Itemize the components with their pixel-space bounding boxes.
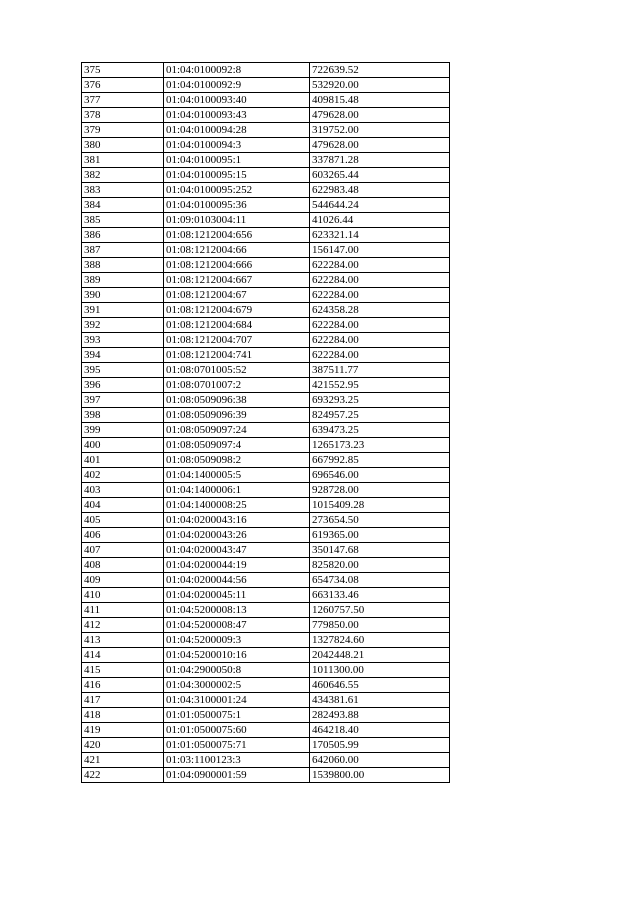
- table-row: [82, 243, 450, 258]
- cadastral-number-cell: 01:08:0509097:24: [164, 423, 310, 438]
- table-row: [82, 513, 450, 528]
- cadastral-number-cell: 01:04:0100093:40: [164, 93, 310, 108]
- table-row: [82, 168, 450, 183]
- row-number-cell: 416: [82, 678, 164, 693]
- value-cell: 825820.00: [310, 558, 450, 573]
- table-row: [82, 588, 450, 603]
- value-cell: 722639.52: [310, 63, 450, 78]
- value-cell: 1265173.23: [310, 438, 450, 453]
- row-number-cell: 401: [82, 453, 164, 468]
- value-cell: 624358.28: [310, 303, 450, 318]
- cadastral-number-cell: 01:08:0509096:38: [164, 393, 310, 408]
- row-number-cell: 409: [82, 573, 164, 588]
- row-number-cell: 411: [82, 603, 164, 618]
- cadastral-number-cell: 01:04:0100095:36: [164, 198, 310, 213]
- table-row: [82, 183, 450, 198]
- value-cell: 273654.50: [310, 513, 450, 528]
- value-cell: 337871.28: [310, 153, 450, 168]
- row-number-cell: 389: [82, 273, 164, 288]
- table-row: [82, 393, 450, 408]
- table-row: [82, 483, 450, 498]
- table-row: [82, 63, 450, 78]
- value-cell: 1015409.28: [310, 498, 450, 513]
- table-row: [82, 258, 450, 273]
- cadastral-number-cell: 01:04:0100092:8: [164, 63, 310, 78]
- table-row: [82, 708, 450, 723]
- row-number-cell: 412: [82, 618, 164, 633]
- value-cell: 350147.68: [310, 543, 450, 558]
- cadastral-number-cell: 01:04:3100001:24: [164, 693, 310, 708]
- cadastral-number-cell: 01:08:0509096:39: [164, 408, 310, 423]
- table-row: [82, 468, 450, 483]
- value-cell: 460646.55: [310, 678, 450, 693]
- row-number-cell: 385: [82, 213, 164, 228]
- row-number-cell: 380: [82, 138, 164, 153]
- cadastral-value-table: [81, 62, 450, 783]
- table-row: [82, 93, 450, 108]
- cadastral-number-cell: 01:04:0100093:43: [164, 108, 310, 123]
- cadastral-number-cell: 01:08:1212004:741: [164, 348, 310, 363]
- cadastral-number-cell: 01:04:0200044:56: [164, 573, 310, 588]
- value-cell: 156147.00: [310, 243, 450, 258]
- value-cell: 693293.25: [310, 393, 450, 408]
- table-row: [82, 438, 450, 453]
- cadastral-number-cell: 01:04:0100094:3: [164, 138, 310, 153]
- table-row: [82, 678, 450, 693]
- value-cell: 779850.00: [310, 618, 450, 633]
- table-row: [82, 228, 450, 243]
- row-number-cell: 391: [82, 303, 164, 318]
- value-cell: 619365.00: [310, 528, 450, 543]
- value-cell: 654734.08: [310, 573, 450, 588]
- cadastral-number-cell: 01:04:0100095:15: [164, 168, 310, 183]
- value-cell: 696546.00: [310, 468, 450, 483]
- row-number-cell: 404: [82, 498, 164, 513]
- cadastral-number-cell: 01:08:1212004:67: [164, 288, 310, 303]
- row-number-cell: 376: [82, 78, 164, 93]
- value-cell: 1327824.60: [310, 633, 450, 648]
- cadastral-number-cell: 01:08:1212004:656: [164, 228, 310, 243]
- cadastral-number-cell: 01:04:0200043:47: [164, 543, 310, 558]
- row-number-cell: 422: [82, 768, 164, 783]
- row-number-cell: 420: [82, 738, 164, 753]
- row-number-cell: 394: [82, 348, 164, 363]
- table-row: [82, 693, 450, 708]
- value-cell: 387511.77: [310, 363, 450, 378]
- value-cell: 479628.00: [310, 138, 450, 153]
- row-number-cell: 407: [82, 543, 164, 558]
- table-row: [82, 738, 450, 753]
- table-row: [82, 303, 450, 318]
- value-cell: 622983.48: [310, 183, 450, 198]
- cadastral-number-cell: 01:04:0900001:59: [164, 768, 310, 783]
- value-cell: 421552.95: [310, 378, 450, 393]
- row-number-cell: 410: [82, 588, 164, 603]
- cadastral-number-cell: 01:08:0509098:2: [164, 453, 310, 468]
- table-row: [82, 378, 450, 393]
- row-number-cell: 418: [82, 708, 164, 723]
- cadastral-number-cell: 01:08:1212004:667: [164, 273, 310, 288]
- cadastral-number-cell: 01:04:5200010:16: [164, 648, 310, 663]
- value-cell: 544644.24: [310, 198, 450, 213]
- table-row: [82, 723, 450, 738]
- value-cell: 434381.61: [310, 693, 450, 708]
- row-number-cell: 403: [82, 483, 164, 498]
- cadastral-number-cell: 01:04:0100095:1: [164, 153, 310, 168]
- row-number-cell: 386: [82, 228, 164, 243]
- row-number-cell: 395: [82, 363, 164, 378]
- cadastral-number-cell: 01:08:0509097:4: [164, 438, 310, 453]
- table-row: [82, 348, 450, 363]
- cadastral-number-cell: 01:04:0100095:252: [164, 183, 310, 198]
- row-number-cell: 383: [82, 183, 164, 198]
- cadastral-number-cell: 01:04:3000002:5: [164, 678, 310, 693]
- value-cell: 464218.40: [310, 723, 450, 738]
- value-cell: 409815.48: [310, 93, 450, 108]
- value-cell: 479628.00: [310, 108, 450, 123]
- table-row: [82, 768, 450, 783]
- cadastral-number-cell: 01:08:1212004:679: [164, 303, 310, 318]
- table-row: [82, 633, 450, 648]
- value-cell: 1011300.00: [310, 663, 450, 678]
- row-number-cell: 392: [82, 318, 164, 333]
- table-row: [82, 123, 450, 138]
- row-number-cell: 381: [82, 153, 164, 168]
- row-number-cell: 382: [82, 168, 164, 183]
- row-number-cell: 375: [82, 63, 164, 78]
- table-row: [82, 558, 450, 573]
- row-number-cell: 396: [82, 378, 164, 393]
- table-row: [82, 543, 450, 558]
- table-row: [82, 618, 450, 633]
- table-row: [82, 288, 450, 303]
- table-row: [82, 528, 450, 543]
- value-cell: 622284.00: [310, 258, 450, 273]
- table-row: [82, 198, 450, 213]
- row-number-cell: 388: [82, 258, 164, 273]
- cadastral-number-cell: 01:04:0100092:9: [164, 78, 310, 93]
- row-number-cell: 379: [82, 123, 164, 138]
- cadastral-number-cell: 01:08:0701005:52: [164, 363, 310, 378]
- value-cell: 667992.85: [310, 453, 450, 468]
- row-number-cell: 415: [82, 663, 164, 678]
- table-row: [82, 108, 450, 123]
- cadastral-number-cell: 01:04:1400005:5: [164, 468, 310, 483]
- table-row: [82, 663, 450, 678]
- cadastral-number-cell: 01:04:5200009:3: [164, 633, 310, 648]
- cadastral-number-cell: 01:04:0200045:11: [164, 588, 310, 603]
- value-cell: 622284.00: [310, 273, 450, 288]
- cadastral-number-cell: 01:08:1212004:66: [164, 243, 310, 258]
- table-row: [82, 78, 450, 93]
- table-row: [82, 138, 450, 153]
- table-body: [82, 63, 450, 783]
- row-number-cell: 406: [82, 528, 164, 543]
- cadastral-number-cell: 01:01:0500075:60: [164, 723, 310, 738]
- table-row: [82, 333, 450, 348]
- table-row: [82, 753, 450, 768]
- value-cell: 663133.46: [310, 588, 450, 603]
- cadastral-number-cell: 01:01:0500075:1: [164, 708, 310, 723]
- value-cell: 639473.25: [310, 423, 450, 438]
- cadastral-number-cell: 01:04:1400008:25: [164, 498, 310, 513]
- table-row: [82, 603, 450, 618]
- value-cell: 319752.00: [310, 123, 450, 138]
- row-number-cell: 387: [82, 243, 164, 258]
- row-number-cell: 402: [82, 468, 164, 483]
- value-cell: 622284.00: [310, 348, 450, 363]
- cadastral-number-cell: 01:04:1400006:1: [164, 483, 310, 498]
- cadastral-number-cell: 01:04:2900050:8: [164, 663, 310, 678]
- row-number-cell: 384: [82, 198, 164, 213]
- table-row: [82, 213, 450, 228]
- value-cell: 623321.14: [310, 228, 450, 243]
- value-cell: 41026.44: [310, 213, 450, 228]
- table-row: [82, 153, 450, 168]
- row-number-cell: 378: [82, 108, 164, 123]
- row-number-cell: 419: [82, 723, 164, 738]
- cadastral-number-cell: 01:01:0500075:71: [164, 738, 310, 753]
- row-number-cell: 408: [82, 558, 164, 573]
- cadastral-number-cell: 01:04:0200043:26: [164, 528, 310, 543]
- cadastral-number-cell: 01:04:5200008:47: [164, 618, 310, 633]
- cadastral-number-cell: 01:04:5200008:13: [164, 603, 310, 618]
- table-row: [82, 408, 450, 423]
- row-number-cell: 421: [82, 753, 164, 768]
- table-row: [82, 423, 450, 438]
- value-cell: 603265.44: [310, 168, 450, 183]
- cadastral-number-cell: 01:04:0100094:28: [164, 123, 310, 138]
- row-number-cell: 399: [82, 423, 164, 438]
- row-number-cell: 393: [82, 333, 164, 348]
- table-row: [82, 273, 450, 288]
- cadastral-number-cell: 01:04:0200044:19: [164, 558, 310, 573]
- cadastral-number-cell: 01:04:0200043:16: [164, 513, 310, 528]
- value-cell: 622284.00: [310, 318, 450, 333]
- value-cell: 2042448.21: [310, 648, 450, 663]
- value-cell: 1539800.00: [310, 768, 450, 783]
- value-cell: 622284.00: [310, 333, 450, 348]
- cadastral-number-cell: 01:08:1212004:707: [164, 333, 310, 348]
- value-cell: 928728.00: [310, 483, 450, 498]
- cadastral-number-cell: 01:09:0103004:11: [164, 213, 310, 228]
- row-number-cell: 413: [82, 633, 164, 648]
- value-cell: 622284.00: [310, 288, 450, 303]
- row-number-cell: 400: [82, 438, 164, 453]
- row-number-cell: 377: [82, 93, 164, 108]
- cadastral-number-cell: 01:08:1212004:666: [164, 258, 310, 273]
- value-cell: 642060.00: [310, 753, 450, 768]
- row-number-cell: 405: [82, 513, 164, 528]
- table-row: [82, 453, 450, 468]
- cadastral-number-cell: 01:03:1100123:3: [164, 753, 310, 768]
- cadastral-number-cell: 01:08:1212004:684: [164, 318, 310, 333]
- value-cell: 170505.99: [310, 738, 450, 753]
- table-row: [82, 498, 450, 513]
- row-number-cell: 417: [82, 693, 164, 708]
- row-number-cell: 397: [82, 393, 164, 408]
- row-number-cell: 390: [82, 288, 164, 303]
- cadastral-number-cell: 01:08:0701007:2: [164, 378, 310, 393]
- value-cell: 282493.88: [310, 708, 450, 723]
- table-row: [82, 318, 450, 333]
- row-number-cell: 414: [82, 648, 164, 663]
- value-cell: 532920.00: [310, 78, 450, 93]
- table-row: [82, 648, 450, 663]
- table-row: [82, 573, 450, 588]
- row-number-cell: 398: [82, 408, 164, 423]
- value-cell: 824957.25: [310, 408, 450, 423]
- value-cell: 1260757.50: [310, 603, 450, 618]
- table-row: [82, 363, 450, 378]
